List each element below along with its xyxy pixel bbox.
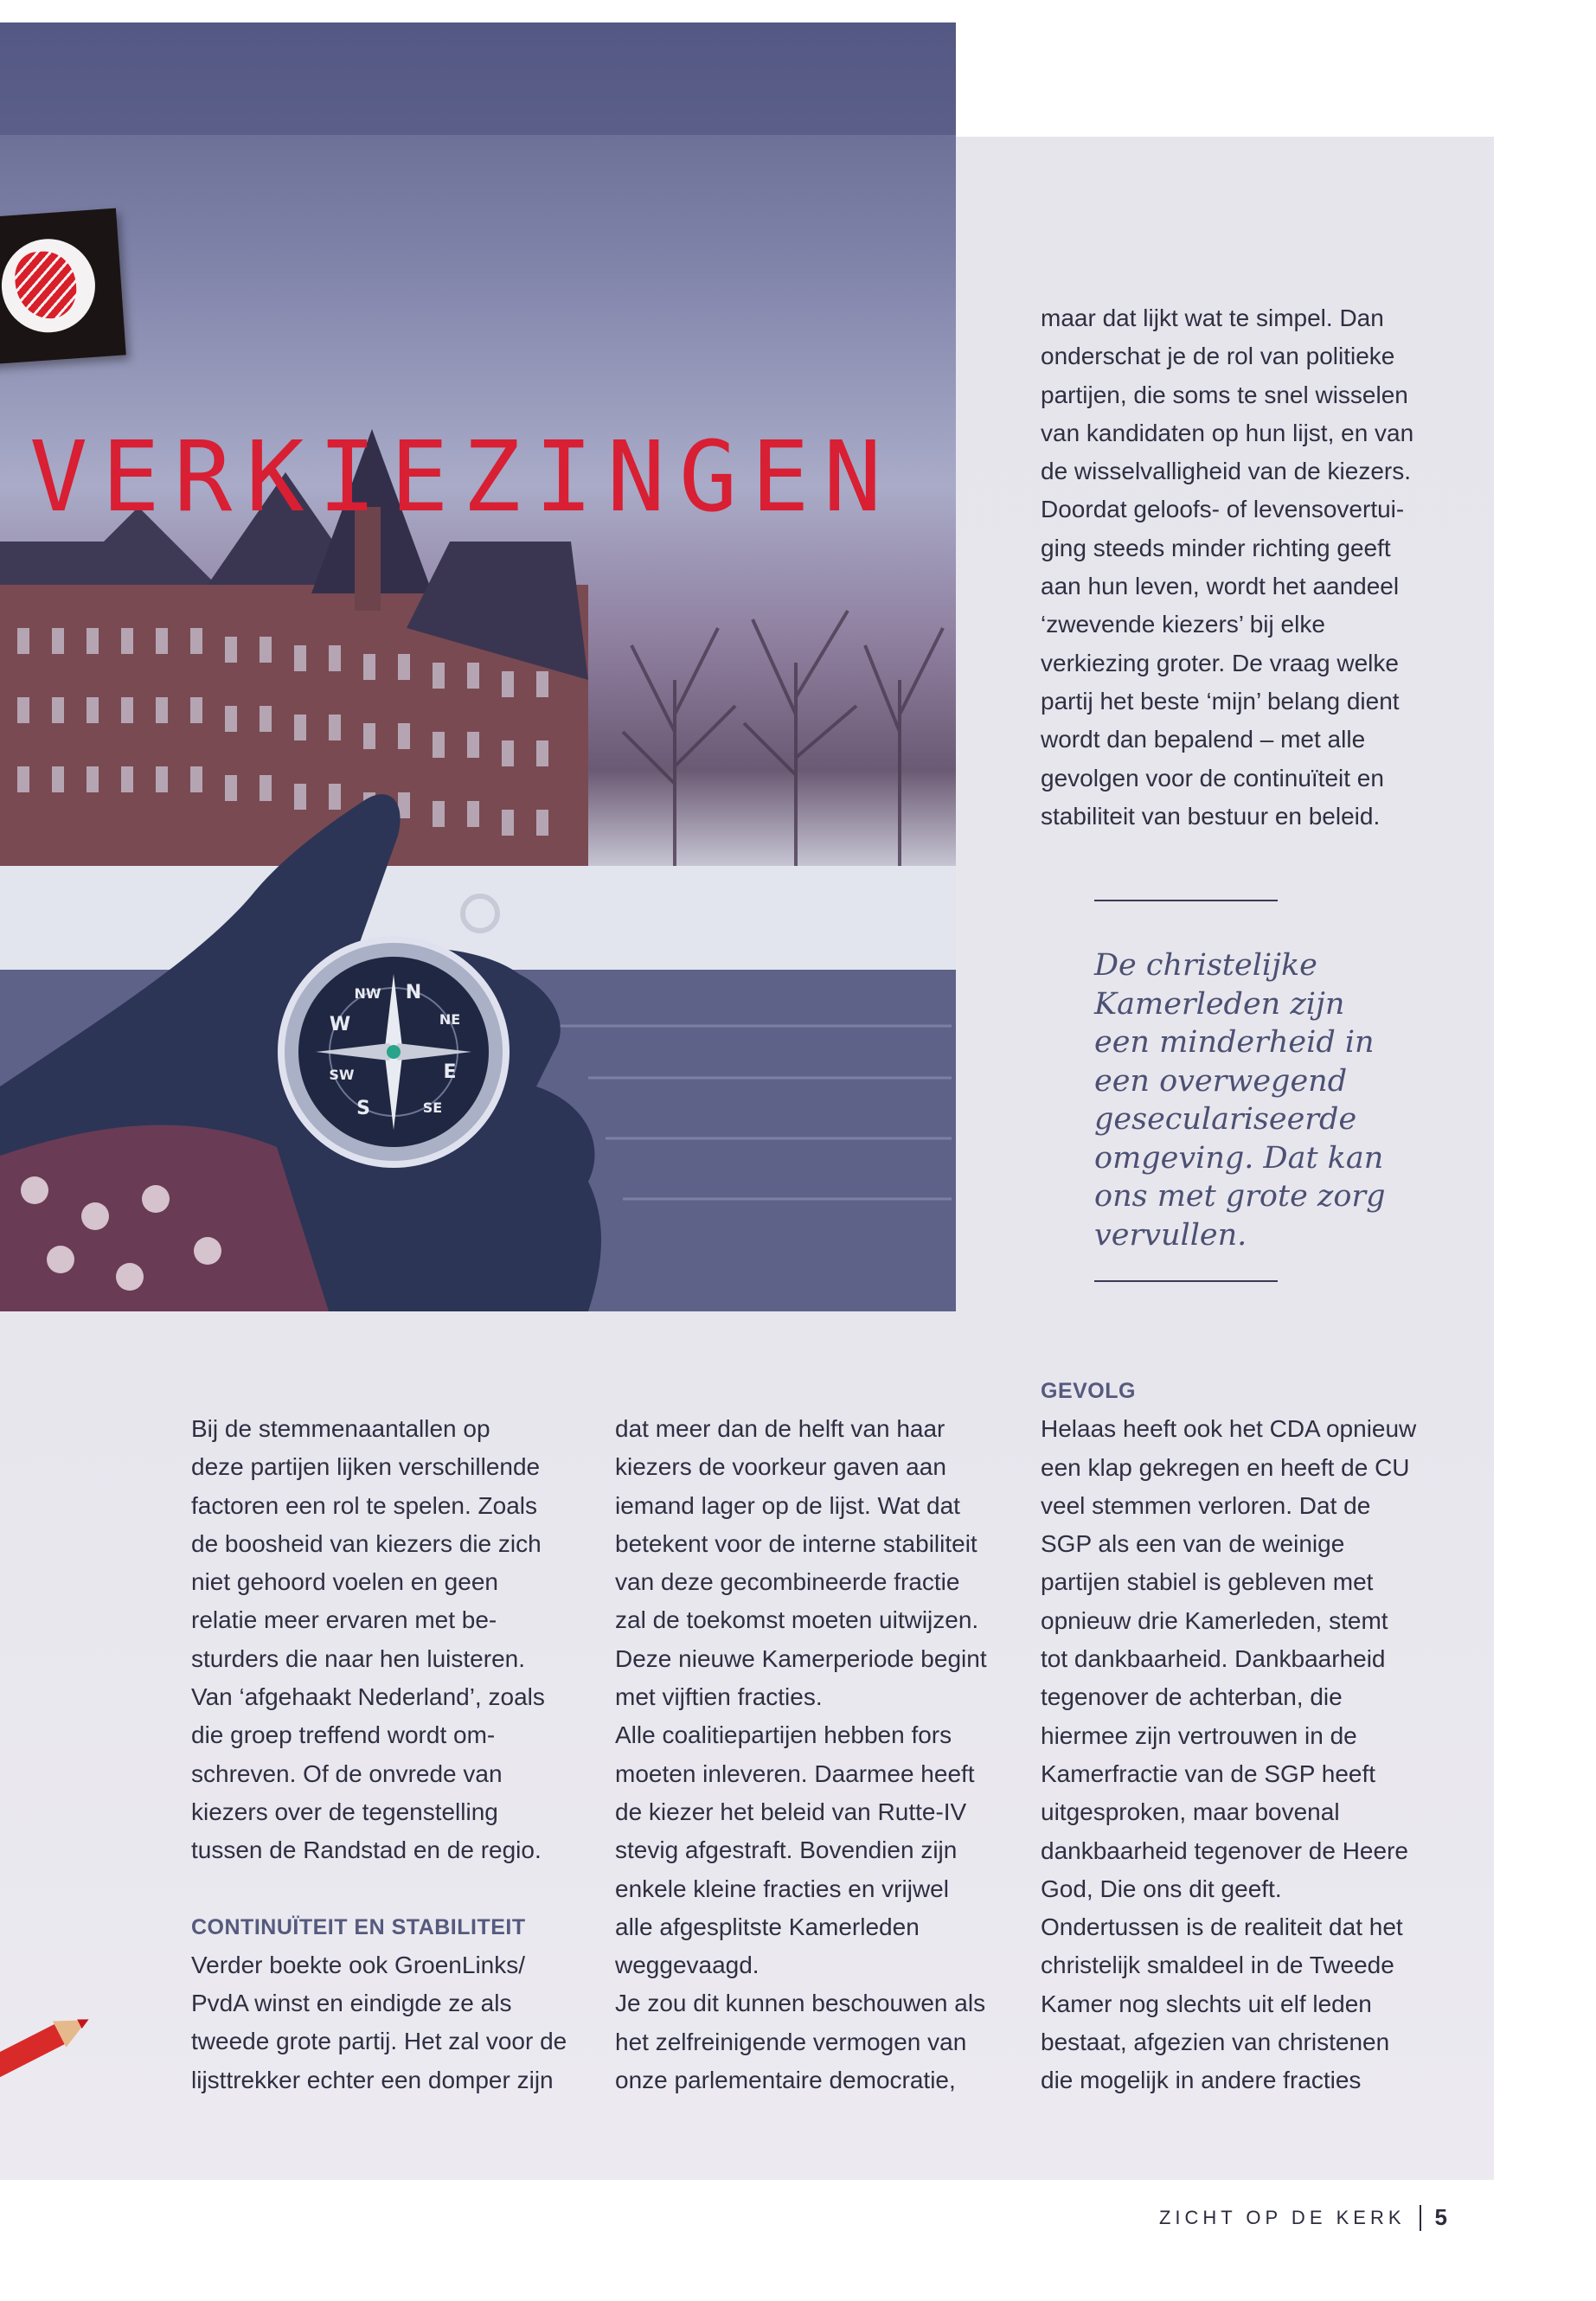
text-line: partijen stabiel is gebleven met bbox=[1041, 1568, 1374, 1596]
text-line: deze partijen lijken verschillende bbox=[191, 1453, 541, 1481]
column-1 bbox=[191, 1410, 589, 2099]
page-number: 5 bbox=[1434, 2204, 1447, 2230]
text-line: niet gehoord voelen en geen bbox=[191, 1568, 498, 1596]
headline-verkiezingen: VERKIEZINGEN bbox=[29, 421, 896, 534]
text-line: SGP als een van de weinige bbox=[1041, 1530, 1345, 1558]
quote-line: De christelijke bbox=[1094, 948, 1317, 983]
quote-line: geseculariseerde bbox=[1094, 1102, 1357, 1137]
text-line: Verder boekte ook GroenLinks/ bbox=[191, 1951, 526, 1978]
sticker-dot bbox=[0, 236, 99, 336]
text-line: ging steeds minder richting geeft bbox=[1041, 534, 1391, 561]
text-line: stevig afgestraft. Bovendien zijn bbox=[615, 1836, 958, 1864]
text-line: veel stemmen verloren. Dat de bbox=[1041, 1491, 1371, 1519]
heading-gevolg: GEVOLG bbox=[1041, 1379, 1136, 1403]
compass-nw: NW bbox=[354, 985, 381, 1002]
quote-text bbox=[1094, 946, 1406, 1254]
column-1-paragraph-1 bbox=[191, 1410, 589, 1870]
compass-s: S bbox=[356, 1098, 370, 1119]
quote-rule-bottom bbox=[1094, 1280, 1278, 1282]
column-2 bbox=[615, 1410, 1013, 2099]
quote-line: een minderheid in bbox=[1094, 1025, 1375, 1060]
text-line: alle afgesplitste Kamerleden bbox=[615, 1913, 920, 1940]
column-3 bbox=[1041, 1372, 1439, 2100]
text-line: Bij de stemmenaantallen op bbox=[191, 1415, 490, 1442]
column-3-body bbox=[1041, 1410, 1439, 2099]
compass-w: W bbox=[329, 1014, 351, 1035]
text-line: de kiezer het beleid van Rutte-IV bbox=[615, 1798, 967, 1825]
text-line: aan hun leven, wordt het aandeel bbox=[1041, 573, 1400, 600]
text-line: zal de toekomst moeten uitwijzen. bbox=[615, 1606, 979, 1634]
quote-line: ons met grote zorg bbox=[1094, 1179, 1386, 1214]
pull-quote bbox=[1094, 900, 1406, 1282]
text-line: Je zou dit kunnen beschouwen als bbox=[615, 1990, 986, 2017]
footer-separator bbox=[1420, 2205, 1421, 2231]
text-line: Van ‘afgehaakt Nederland’, zoals bbox=[191, 1683, 545, 1711]
text-line: verkiezing groter. De vraag welke bbox=[1041, 649, 1399, 676]
text-line: onderschat je de rol van politieke bbox=[1041, 343, 1395, 370]
text-line: stabiliteit van bestuur en beleid. bbox=[1041, 802, 1381, 830]
text-line: gevolgen voor de continuïteit en bbox=[1041, 764, 1384, 792]
text-line: Deze nieuwe Kamerperiode begint bbox=[615, 1644, 987, 1672]
quote-line: omgeving. Dat kan bbox=[1094, 1140, 1384, 1176]
text-line: factoren een rol te spelen. Zoals bbox=[191, 1491, 538, 1519]
text-line: Kamer nog slechts uit elf leden bbox=[1041, 1990, 1372, 2017]
text-line: kiezers de voorkeur gaven aan bbox=[615, 1453, 946, 1481]
compass-se: SE bbox=[422, 1099, 443, 1116]
compass-n: N bbox=[405, 982, 422, 1003]
quote-line: vervullen. bbox=[1094, 1217, 1247, 1253]
text-line: Doordat geloofs- of levensovertui- bbox=[1041, 496, 1405, 523]
text-line: sturders die naar hen luisteren. bbox=[191, 1644, 525, 1672]
text-line: die mogelijk in andere fracties bbox=[1041, 2067, 1362, 2094]
text-line: schreven. Of de onvrede van bbox=[191, 1759, 503, 1787]
heading-continuiteit: CONTINUÏTEIT EN STABILITEIT bbox=[191, 1914, 526, 1939]
text-line: moeten inleveren. Daarmee heeft bbox=[615, 1759, 975, 1787]
text-line: ‘zwevende kiezers’ bij elke bbox=[1041, 611, 1325, 638]
text-line: hiermee zijn vertrouwen in de bbox=[1041, 1721, 1357, 1749]
bare-trees bbox=[623, 611, 943, 879]
text-line: het zelfreinigende vermogen van bbox=[615, 2028, 967, 2055]
text-line: de boosheid van kiezers die zich bbox=[191, 1529, 542, 1557]
compass-e: E bbox=[443, 1061, 457, 1083]
snow-bank bbox=[0, 866, 956, 970]
text-line: kiezers over de tegenstelling bbox=[191, 1798, 498, 1825]
text-line: God, Die ons dit geeft. bbox=[1041, 1875, 1282, 1902]
red-scribble-sticker bbox=[0, 208, 126, 365]
text-line: weggevaagd. bbox=[615, 1952, 760, 1979]
text-line: partij het beste ‘mijn’ belang dient bbox=[1041, 687, 1400, 715]
text-line: Helaas heeft ook het CDA opnieuw bbox=[1041, 1415, 1417, 1443]
text-line: uitgesproken, maar bovenal bbox=[1041, 1798, 1340, 1826]
text-line: dankbaarheid tegenover de Heere bbox=[1041, 1836, 1408, 1864]
text-line: die groep treffend wordt om- bbox=[191, 1721, 496, 1749]
paragraph-gap bbox=[191, 1870, 589, 1908]
magazine-name: ZICHT OP DE KERK bbox=[1158, 2206, 1406, 2228]
text-line: maar dat lijkt wat te simpel. Dan bbox=[1041, 304, 1384, 331]
text-line: Ondertussen is de realiteit dat het bbox=[1041, 1913, 1403, 1941]
top-right-column bbox=[1041, 299, 1439, 836]
quote-rule-top bbox=[1094, 900, 1278, 901]
text-line: Kamerfractie van de SGP heeft bbox=[1041, 1759, 1376, 1787]
text-line: wordt dan bepalend – met alle bbox=[1041, 726, 1366, 753]
text-line: van kandidaten op hun lijst, en van bbox=[1041, 419, 1414, 446]
text-line: tussen de Randstad en de regio. bbox=[191, 1836, 542, 1864]
text-line: onze parlementaire democratie, bbox=[615, 2067, 956, 2094]
text-line: de wisselvalligheid van de kiezers. bbox=[1041, 458, 1411, 485]
text-line: tegenover de achterban, die bbox=[1041, 1683, 1343, 1711]
text-line: betekent voor de interne stabiliteit bbox=[615, 1529, 977, 1557]
text-line: lijsttrekker echter een domper zijn bbox=[191, 2066, 554, 2093]
quote-line: een overwegend bbox=[1094, 1063, 1348, 1099]
text-line: PvdA winst en eindigde ze als bbox=[191, 1990, 512, 2017]
hero-photo bbox=[0, 22, 956, 1311]
text-line: iemand lager op de lijst. Wat dat bbox=[615, 1491, 960, 1519]
text-line: bestaat, afgezien van christenen bbox=[1041, 2029, 1390, 2056]
text-line: Alle coalitiepartijen hebben fors bbox=[615, 1721, 952, 1749]
compass-ne: NE bbox=[439, 1011, 461, 1028]
quote-line: Kamerleden zijn bbox=[1094, 986, 1345, 1022]
text-line: tot dankbaarheid. Dankbaarheid bbox=[1041, 1645, 1386, 1673]
photo-illustration bbox=[0, 22, 956, 1311]
page-footer bbox=[1159, 2204, 1447, 2231]
scribble-icon bbox=[13, 249, 78, 321]
text-line: opnieuw drie Kamerleden, stemt bbox=[1041, 1606, 1388, 1634]
text-line: partijen, die soms te snel wisselen bbox=[1041, 381, 1408, 408]
text-line: tweede grote partij. Het zal voor de bbox=[191, 2028, 567, 2055]
text-line: enkele kleine fracties en vrijwel bbox=[615, 1875, 949, 1902]
column-1-paragraph-2 bbox=[191, 1946, 589, 2099]
text-line: met vijftien fracties. bbox=[615, 1683, 823, 1711]
compass-sw: SW bbox=[329, 1067, 355, 1083]
text-line: van deze gecombineerde fractie bbox=[615, 1568, 960, 1596]
text-line: een klap gekregen en heeft de CU bbox=[1041, 1453, 1410, 1481]
text-line: relatie meer ervaren met be- bbox=[191, 1606, 497, 1634]
text-line: dat meer dan de helft van haar bbox=[615, 1415, 945, 1442]
text-line: christelijk smaldeel in de Tweede bbox=[1041, 1952, 1394, 1979]
sky-dark bbox=[0, 22, 956, 135]
